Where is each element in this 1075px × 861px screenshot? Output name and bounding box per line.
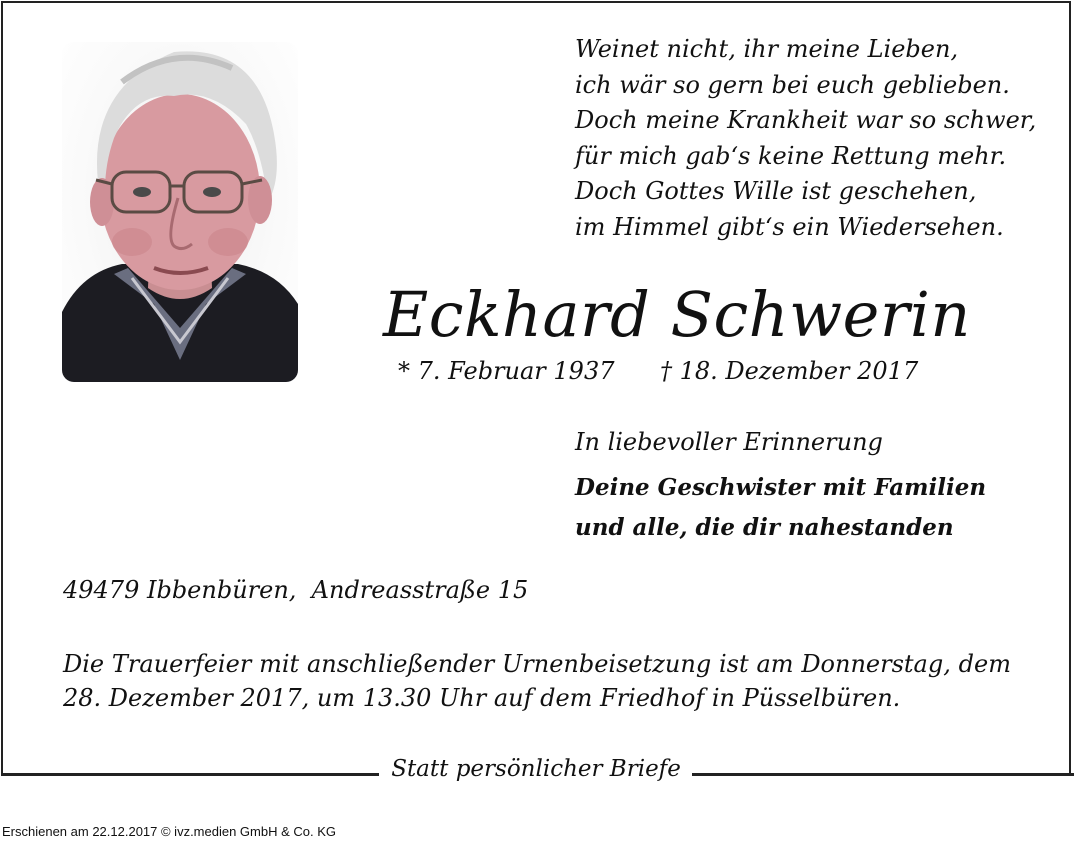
publisher-line: Erschienen am 22.12.2017 © ivz.medien GmbH & Co. KG <box>2 824 337 839</box>
mourners-line: Deine Geschwister mit Familien <box>575 474 987 501</box>
poem-line: für mich gab‘s keine Rettung mehr. <box>575 141 1007 170</box>
birth-date: * 7. Februar 1937 <box>398 357 615 385</box>
service-announcement: Die Trauerfeier mit anschließender Urnenbeisetzung ist am Donnerstag, dem 28. Dezember 2017, um 13.30 Uhr auf dem Friedhof in Püsselbüren. <box>63 650 1011 712</box>
portrait-photo <box>62 42 298 382</box>
address: 49479 Ibbenbüren, Andreasstraße 15 <box>63 576 529 604</box>
poem-line: Doch meine Krankheit war so schwer, <box>575 106 1037 134</box>
mourners-block <box>575 468 986 548</box>
portrait-photo-icon <box>62 42 298 382</box>
frame-bottom-rule-left <box>1 773 379 776</box>
memorial-poem <box>575 32 1036 245</box>
poem-line: ich wär so gern bei euch geblieben. <box>575 70 1010 99</box>
deceased-name: Eckhard Schwerin <box>383 278 971 351</box>
mourners-line: und alle, die dir nahestanden <box>575 514 954 541</box>
death-date: † 18. Dezember 2017 <box>660 357 919 385</box>
poem-line: im Himmel gibt‘s ein Wiedersehen. <box>575 212 1004 241</box>
footer-caption: Statt persönlicher Briefe <box>380 756 692 782</box>
frame-bottom-rule-right <box>692 773 1074 776</box>
poem-line: Doch Gottes Wille ist geschehen, <box>575 177 977 205</box>
memory-intro: In liebevoller Erinnerung <box>575 428 883 456</box>
poem-line: Weinet nicht, ihr meine Lieben, <box>575 35 959 63</box>
